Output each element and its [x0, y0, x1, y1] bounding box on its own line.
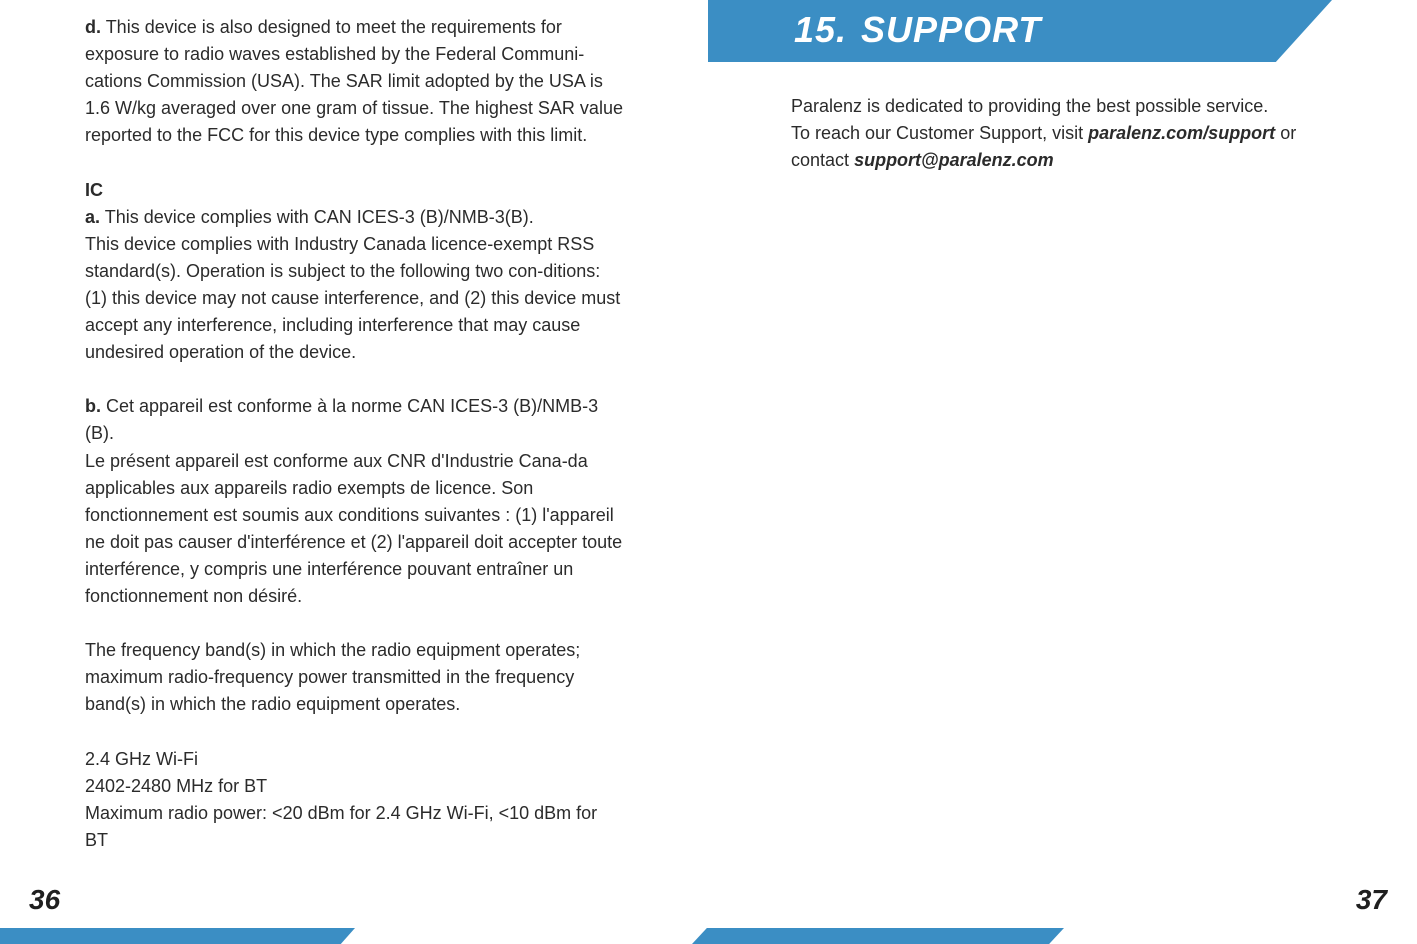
- paragraph-b-first-line: Cet appareil est conforme à la norme CAN ICES-3 (B)/NMB-3 (B).: [85, 396, 599, 444]
- page-number-right: 37: [1355, 884, 1387, 915]
- right-page: [708, 0, 1417, 944]
- paragraph-b-line1: [85, 393, 625, 447]
- frequency-paragraph: The frequency band(s) in which the radio equipment operates; maximum radio-frequency power transmitted in the frequency band(s) in which the radio equipment operates.: [85, 640, 581, 715]
- left-body-text: [85, 14, 625, 854]
- support-contact-line: [791, 120, 1371, 147]
- support-body-text: [791, 93, 1371, 174]
- section-title: [794, 9, 1041, 51]
- section-number: 15.: [794, 9, 848, 50]
- paragraph-d-label: d.: [85, 17, 101, 37]
- ic-heading: IC: [85, 179, 103, 200]
- spec-max-power: Maximum radio power: <20 dBm for 2.4 GHz Wi-Fi, <10 dBm for BT: [85, 802, 598, 850]
- page-number-left: 36: [29, 884, 61, 915]
- left-page: [0, 0, 708, 944]
- spec-wifi: 2.4 GHz Wi-Fi: [85, 748, 199, 769]
- or-text: or: [1280, 123, 1297, 144]
- reach-text: To reach our Customer Support, visit: [791, 123, 1084, 144]
- paragraph-a-line1: [85, 204, 625, 231]
- section-title-text: SUPPORT: [861, 9, 1042, 50]
- paragraph-d: [85, 14, 625, 149]
- support-email-line: [791, 147, 1371, 174]
- spec-bt: 2402-2480 MHz for BT: [85, 775, 268, 796]
- support-intro: Paralenz is dedicated to providing the best possible service.: [791, 96, 1269, 116]
- paragraph-a-label: a.: [85, 206, 101, 227]
- right-bottom-accent-bar: [692, 928, 1064, 944]
- left-bottom-accent-bar: [0, 928, 355, 944]
- paragraph-d-text: This device is also designed to meet the requirements for exposure to radio waves established by the Federal Communi-cations Commission (USA). The SAR limit adopted by the USA is 1.6 W/kg averaged over one gram of tissue. The highest SAR value reported to the FCC for this device type complies with this limit.: [85, 17, 623, 146]
- paragraph-a-text: This device complies with Industry Canada licence-exempt RSS standard(s). Operation is subject to the following two con-ditions: (1) this device may not cause interference, and (2) this device must accept any interference, including interference that may cause undesired operation of the device.: [85, 233, 621, 363]
- paragraph-b-label: b.: [85, 396, 101, 417]
- contact-text: contact: [791, 150, 850, 171]
- paragraph-a-first-line: This device complies with CAN ICES-3 (B)/NMB-3(B).: [104, 206, 534, 227]
- paragraph-b-text: Le présent appareil est conforme aux CNR d'Industrie Cana-da applicables aux appareils radio exempts de licence. Son fonctionnement est soumis aux conditions suivantes : (1) l'appareil ne doit pas causer d'interférence et (2) l'appareil doit accepter toute interférence, y compris une interférence pouvant entraîner un fonctionnement non désiré.: [85, 450, 623, 606]
- support-url-link[interactable]: paralenz.com/support: [1088, 123, 1276, 144]
- support-email-link[interactable]: support@paralenz.com: [854, 150, 1054, 171]
